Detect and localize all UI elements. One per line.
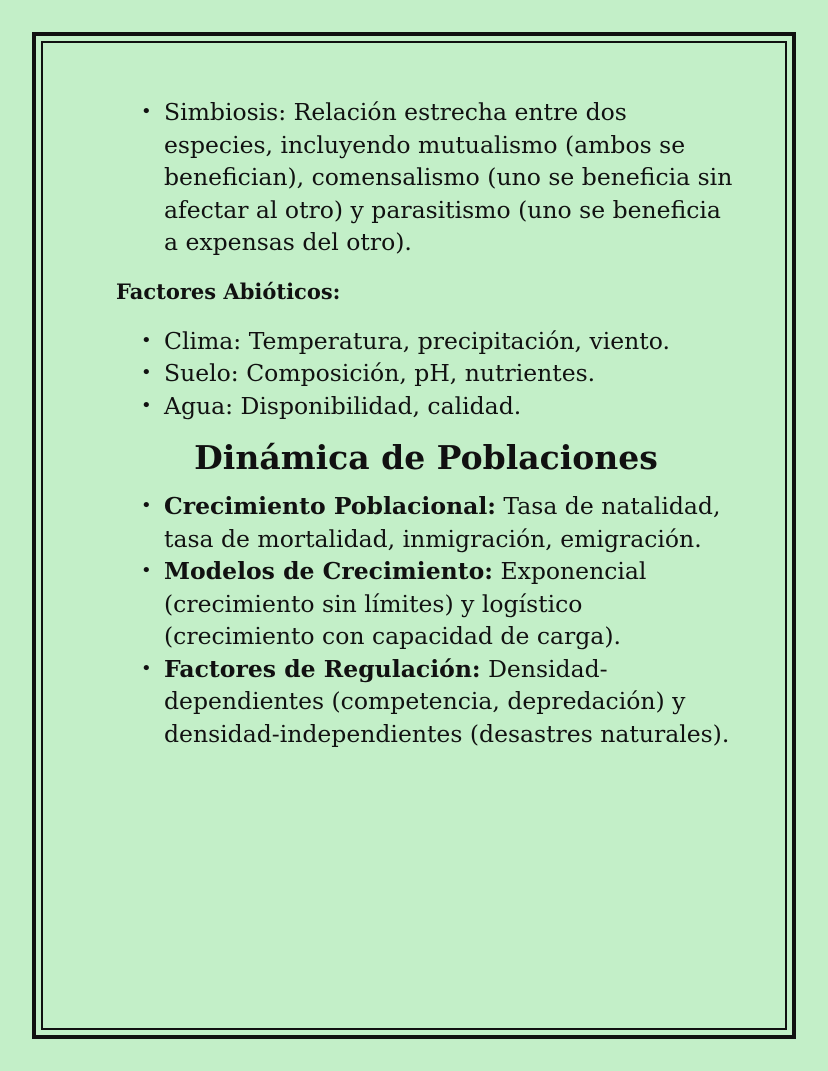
abiotic-item-suelo: Suelo: Composición, pH, nutrientes. [164,359,596,387]
symbiosis-text: Simbiosis: Relación estrecha entre dos especies, incluyendo mutualismo (ambos se benefician), comensalismo (uno se beneficia sin afectar al otro) y parasitismo (uno se beneficia a expensas del otro). [164,98,733,256]
bullet-icon: • [141,657,152,679]
models-text: Exponencial (crecimiento sin límites) y logístico (crecimiento con capacidad de carga). [164,557,647,650]
list-item [116,96,736,259]
list-item [116,555,736,653]
bullet-icon: • [141,560,152,581]
abiotic-heading: Factores Abióticos: [116,278,341,304]
growth-term: Crecimiento Poblacional: [164,492,496,520]
growth-text: Tasa de natalidad, tasa de mortalidad, inmigración, emigración. [164,492,721,553]
bullet-icon: • [141,362,152,383]
abiotic-list [116,325,736,423]
regulation-term: Factores de Regulación: [164,654,481,683]
page-content [116,96,736,750]
list-item [116,390,736,423]
list-item [116,325,736,358]
list-item [116,653,736,751]
bullet-icon: • [141,394,152,416]
bullet-icon: • [141,495,152,516]
population-title: Dinámica de Poblaciones [194,438,658,477]
abiotic-item-clima: Clima: Temperatura, precipitación, viento. [164,326,670,355]
models-term: Modelos de Crecimiento: [164,557,493,585]
bullet-icon: • [141,329,152,351]
list-item [116,490,736,555]
symbiosis-list [116,96,736,259]
abiotic-item-agua: Agua: Disponibilidad, calidad. [164,391,522,420]
population-list [116,490,736,750]
regulation-text: Densidad-dependientes (competencia, depredación) y densidad-independientes (desastres naturales). [164,654,730,748]
bullet-icon: • [141,101,152,122]
list-item [116,357,736,390]
